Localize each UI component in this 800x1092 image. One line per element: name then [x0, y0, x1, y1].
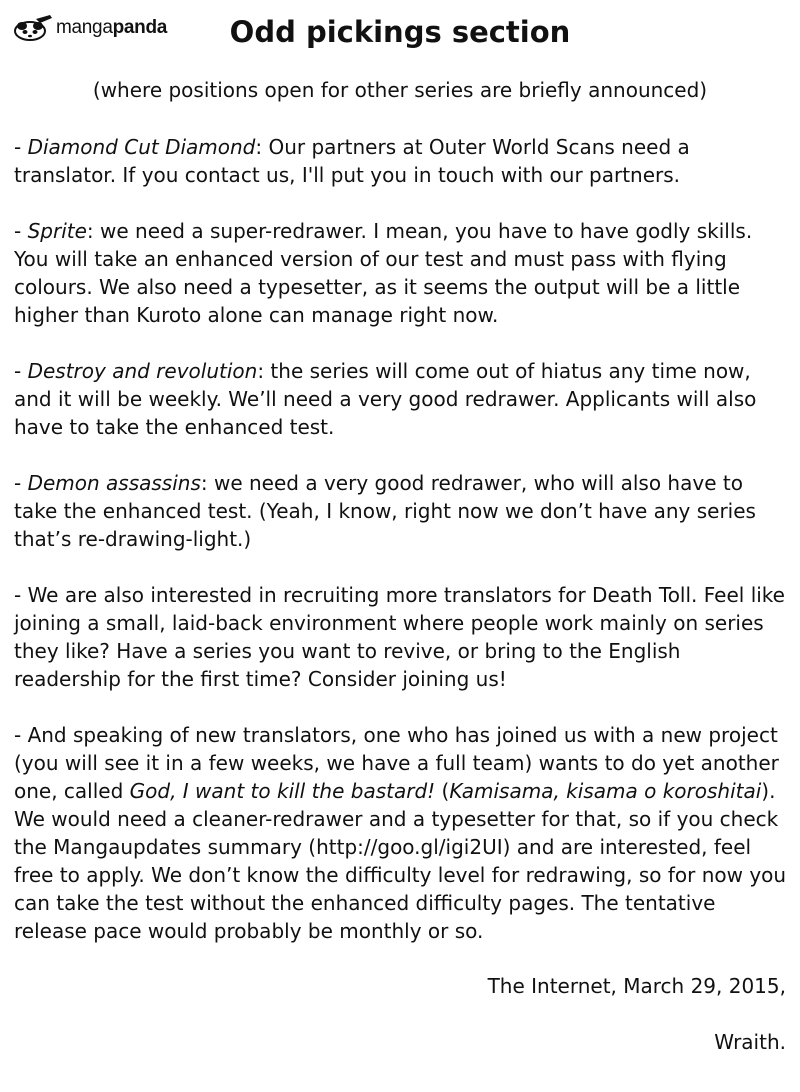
paragraph-destroy-and-revolution [14, 357, 790, 441]
series-title: Destroy and revolution [27, 359, 258, 383]
series-title-english: God, I want to kill the bastard! [129, 779, 436, 803]
paragraph-text: : we need a super-redrawer. I mean, you have to have godly skills. You will take an enhanced version of our test and must pass with flying colours. We also need a typesetter, as it seems the output will be a little higher than Kuroto alone can manage right now. [14, 219, 753, 327]
paragraph-demon-assassins [14, 469, 790, 553]
logo-text-thin: manga [56, 17, 113, 38]
series-title: Demon assassins [27, 471, 201, 495]
list-dash: - [14, 471, 28, 495]
paragraph-text: - We are also interested in recruiting more translators for Death Toll. Feel like joining a small, laid-back environment where people work mainly on series they like? Have a series you want to revive, or bring to the English readership for the first time? Consider joining us! [14, 583, 785, 691]
paragraph-new-translator-project [14, 721, 790, 945]
date-line: The Internet, March 29, 2015, [487, 974, 786, 998]
list-dash: - [14, 219, 28, 243]
paragraph-diamond-cut-diamond [14, 133, 790, 189]
paragraph-text: : the series will come out of hiatus any time now, and it will be weekly. We’ll need a very good redrawer. Applicants will also have to take the enhanced test. [14, 359, 757, 439]
series-title: Diamond Cut Diamond [27, 135, 256, 159]
series-title: Sprite [27, 219, 87, 243]
paragraph-text: ). We would need a cleaner-redrawer and a typesetter for that, so if you check the Mangaupdates summary (http://goo.gl/igi2UI) and are interested, feel free to apply. We don’t know the difficulty level for redrawing, so for now you can take the test without the enhanced difficulty pages. The tentative release pace would probably be monthly or so. [14, 779, 787, 943]
paragraph-text: ( [435, 779, 450, 803]
paragraph-text: : Our partners at Outer World Scans need a translator. If you contact us, I'll put you in touch with our partners. [14, 135, 690, 187]
list-dash: - [14, 135, 28, 159]
paragraph-sprite [14, 217, 790, 329]
series-title-japanese: Kamisama, kisama o koroshitai [449, 779, 762, 803]
paragraph-text: - And speaking of new translators, one who has joined us with a new project (you will see it in a few weeks, we have a full team) wants to do yet another one, called [14, 723, 779, 803]
announcement-body [14, 133, 790, 973]
paragraph-translators-death-toll [14, 581, 790, 693]
list-dash: - [14, 359, 28, 383]
page-title: Odd pickings section [229, 15, 571, 49]
logo-text-bold: panda [112, 17, 168, 38]
signature: Wraith. [714, 1030, 786, 1054]
page-subtitle: (where positions open for other series are briefly announced) [92, 78, 708, 102]
paragraph-text: : we need a very good redrawer, who will also have to take the enhanced test. (Yeah, I know, right now we don’t have any series that’s re-drawing-light.) [14, 471, 756, 551]
